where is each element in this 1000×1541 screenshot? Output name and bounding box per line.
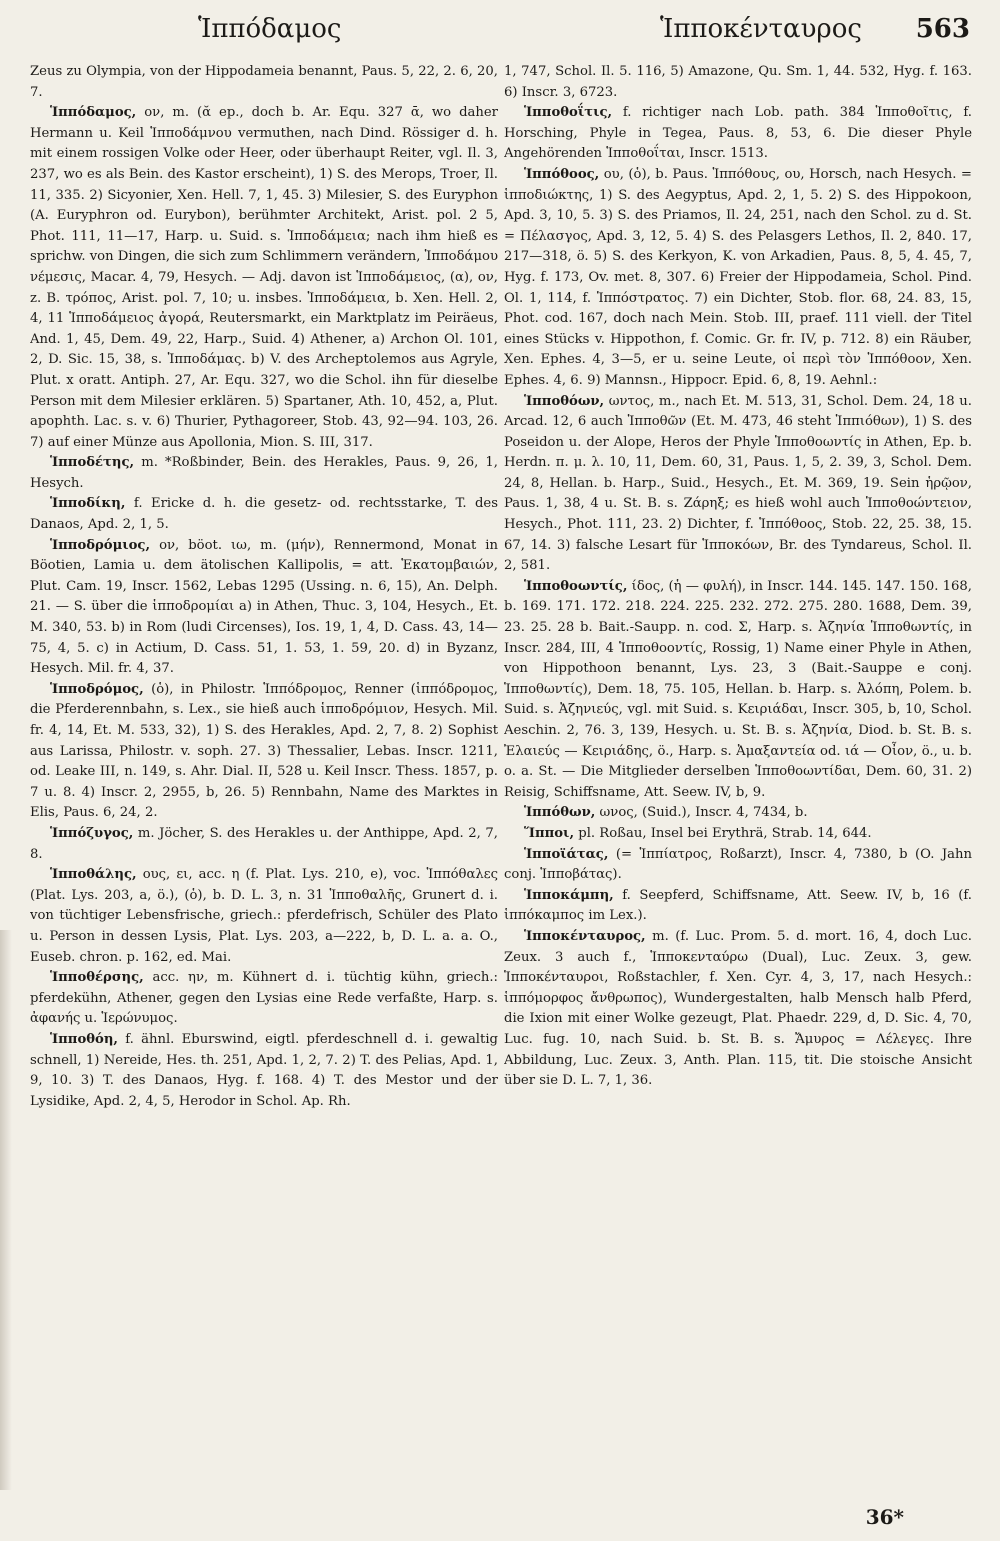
entry-headword: Ἱπποκένταυρος, [524, 928, 646, 944]
entry-text: ίδος, (ἡ — φυλή), in Inscr. 144. 145. 147. 150. 168, b. 169. 171. 172. 218. 224. 225. 232. 272. 275. 280. 1688, Dem. 39, 23. 25. 28 b. Bait.-Saupp. n. cod. Σ, Harp. s. Ἀζηνία Ἱπποθωντίς, in Inscr. 284, III, 4 Ἱπποθοοντίς, Rossig, 1) Name einer Phyle in Athen, von Hippothoon benannt, Lys. 23, 3 (Bait.-Sauppe e conj. Ἱπποθωντίς), Dem. 18, 75. 105, Hellan. b. Harp. s. Ἀλόπη, Polem. b. Suid. s. Ἀζηνιεύς, vgl. mit Suid. s. Κειριάδαι, Inscr. 305, b, 10, Schol. Aeschin. 2, 76. 3, 139, Hesych. u. St. B. s. Ἀζηνία, Diod. b. St. B. s. Ἐλαιεύς — Κειριάδης, ö., Harp. s. Ἀμαξαντεία od. ιά — Οἶον, ö., u. b. o. a. St. — Die Mitglieder derselben Ἱπποθοωντίδαι, Dem. 60, 31. 2) Reisig, Schiffsname, Att. Seew. IV, b, 9. [504, 578, 972, 800]
entry-text: acc. ην, m. Kühnert d. i. tüchtig kühn, griech.: pferdekühn, Athener, gegen den Lysias eine Rede verfaßte, Harp. s. ἀφανής u. Ἱερώνυμος. [30, 970, 498, 1027]
dictionary-entry [30, 62, 498, 103]
entry-headword: Ἱπποδρόμος, [50, 681, 144, 697]
dictionary-entry [30, 494, 498, 535]
entry-text: (= Ἱππίατρος, Roßarzt), Inscr. 4, 7380, b (O. Jahn conj. Ἱπποβάτας). [504, 846, 972, 883]
entry-headword: Ἱππόθοος, [524, 166, 600, 182]
entry-text: Zeus zu Olympia, von der Hippodameia benannt, Paus. 5, 22, 2. 6, 20, 7. [30, 64, 498, 100]
entry-headword: Ἱπποθάλης, [50, 867, 137, 883]
entry-text: f. Seepferd, Schiffsname, Att. Seew. IV, b, 16 (f. ἱππόκαμπος im Lex.). [504, 887, 972, 924]
entry-headword: Ἱπποδίκη, [50, 496, 126, 512]
left-column [30, 62, 498, 1492]
entry-headword: Ἱπποθόων, [524, 393, 605, 409]
entry-text: 1, 747, Schol. Il. 5. 116, 5) Amazone, Qu. Sm. 1, 44. 532, Hyg. f. 163. 6) Inscr. 3, 6723. [504, 64, 972, 100]
sheet-signature: 36* [865, 1505, 904, 1529]
dictionary-entry [504, 803, 972, 824]
dictionary-entry [30, 968, 498, 1030]
entry-headword: Ἱππόζυγος, [50, 825, 134, 841]
dictionary-entry [30, 824, 498, 865]
entry-text: ους, ει, acc. η (f. Plat. Lys. 210, e), voc. Ἱππόθαλες (Plat. Lys. 203, a, ö.), (ὁ), b. D. L. 3, n. 31 Ἱπποθαλῆς, Grunert d. i. von tüchtiger Lebensfrische, griech.: pferdefrisch, Schüler des Plato u. Person in dessen Lysis, Plat. Lys. 203, a—222, b, D. L. a. a. O., Euseb. chron. p. 162, ed. Mai. [30, 867, 498, 965]
text-columns [30, 62, 972, 1492]
entry-headword: Ἵπποι, [524, 825, 575, 841]
header-left-catchword: Ἱππόδαμος [198, 14, 342, 44]
page-number: 563 [915, 14, 970, 44]
binding-shadow [0, 930, 12, 1490]
entry-text: m. *Roßbinder, Bein. des Herakles, Paus. 9, 26, 1, Hesych. [30, 455, 498, 491]
entry-text: f. richtiger nach Lob. path. 384 Ἱπποθοῖτις, f. Horsching, Phyle in Tegea, Paus. 8, 53, 6. Die dieser Phyle Angehörenden Ἱπποθοΐται, Inscr. 1513. [504, 105, 972, 162]
entry-text: pl. Roßau, Insel bei Erythrä, Strab. 14, 644. [578, 825, 872, 841]
entry-headword: Ἱπποθοωντίς, [524, 578, 628, 594]
dictionary-entry [30, 680, 498, 824]
entry-text: ον, m. (ᾰ ep., doch b. Ar. Equ. 327 ᾱ, wo daher Hermann u. Keil Ἱπποδάμνου vermuthen, nach Dind. Rössiger d. h. mit einem rossigen Volke oder Heer, oder überhaupt Reiter, vgl. Il. 3, 237, wo es als Bein. des Kastor erscheint), 1) S. des Merops, Troer, Il. 11, 335. 2) Sicyonier, Xen. Hell. 7, 1, 45. 3) Milesier, S. des Euryphon (A. Euryphron od. Eurybon), berühmter Architekt, Arist. pol. 2 5, Phot. 111, 11—17, Harp. u. Suid. s. Ἱπποδάμεια; nach ihm hieß es sprichw. von Dingen, die sich zum Schlimmern verändern, Ἱπποδάμου νέμεσις, Macar. 4, 79, Hesych. — Adj. davon ist Ἱπποδάμειος, (α), ον, z. B. τρόπος, Arist. pol. 7, 10; u. insbes. Ἱπποδάμεια, b. Xen. Hell. 2, 4, 11 Ἱπποδάμειος ἀγορά, Reutersmarkt, ein Marktplatz im Peiräeus, And. 1, 45, Dem. 49, 22, Harp., Suid. 4) Athener, a) Archon Ol. 101, 2, D. Sic. 15, 38, s. Ἱπποδάμας. b) V. des Archeptolemos aus Agryle, Plut. x oratt. Antiph. 27, Ar. Equ. 327, wo die Schol. ihn für dieselbe Person mit dem Milesier erklären. 5) Spartaner, Ath. 10, 452, a, Plut. apophth. Lac. s. v. 6) Thurier, Pythagoreer, Stob. 43, 92—94. 103, 26. 7) auf einer Münze aus Apollonia, Mion. S. III, 317. [30, 105, 498, 450]
dictionary-entry [504, 103, 972, 165]
dictionary-entry [504, 577, 972, 804]
dictionary-entry [30, 536, 498, 680]
entry-headword: Ἱπποθοΐτις, [524, 105, 613, 121]
dictionary-entry [504, 927, 972, 1092]
entry-text: m. (f. Luc. Prom. 5. d. mort. 16, 4, doch Luc. Zeux. 3 auch f., Ἱπποκενταύρω (Dual), Luc. Zeux. 3, gew. Ἱπποκένταυροι, Roßstachler, f. Xen. Cyr. 4, 3, 17, nach Hesych.: ἱππόμορφος ἄνθρωπος), Wundergestalten, halb Mensch halb Pferd, die Ixion mit einer Wolke gezeugt, Plat. Phaedr. 229, d, D. Sic. 4, 70, Luc. fug. 10, nach Suid. b. St. B. s. Ἄμυρος = Λέλεγες. Ihre Abbildung, Luc. Zeux. 3, Anth. Plan. 115, tit. Die stoische Ansicht über sie D. L. 7, 1, 36. [504, 928, 972, 1089]
dictionary-entry [30, 453, 498, 494]
dictionary-entry [30, 865, 498, 968]
page-header [30, 14, 970, 54]
header-right-catchword: Ἱπποκένταυρος [660, 14, 862, 44]
dictionary-entry [504, 392, 972, 577]
dictionary-entry [504, 165, 972, 392]
dictionary-entry [504, 824, 972, 845]
entry-headword: Ἱπποθέρσης, [50, 970, 144, 986]
entry-headword: Ἱπποϊάτας, [524, 846, 609, 862]
entry-text: (ὁ), in Philostr. Ἱππόδρομος, Renner (ἱππόδρομος, die Pferderennbahn, s. Lex., sie hieß auch ἱπποδρόμιον, Hesych. Mil. fr. 4, 14, Et. M. 533, 32), 1) S. des Herakles, Apd. 2, 7, 8. 2) Sophist aus Larissa, Philostr. v. soph. 27. 3) Thessalier, Lebas. Inscr. 1211, od. Leake III, n. 149, s. Ahr. Dial. II, 528 u. Keil Inscr. Thess. 1857, p. 7 u. 8. 4) Inscr. 2, 2955, b, 26. 5) Rennbahn, Name des Marktes in Elis, Paus. 6, 24, 2. [30, 681, 498, 821]
entry-headword: Ἱπποκάμπη, [524, 887, 614, 903]
entry-headword: Ἱππόθων, [524, 805, 596, 821]
entry-text: m. Jöcher, S. des Herakles u. der Anthippe, Apd. 2, 7, 8. [30, 825, 498, 862]
dictionary-entry [504, 886, 972, 927]
dictionary-entry [30, 1030, 498, 1112]
entry-headword: Ἱπποθόη, [50, 1031, 119, 1047]
dictionary-entry [504, 62, 972, 103]
dictionary-entry [30, 103, 498, 453]
entry-text: f. ähnl. Eburswind, eigtl. pferdeschnell d. i. gewaltig schnell, 1) Nereide, Hes. th. 251, Apd. 1, 2, 7. 2) T. des Pelias, Apd. 1, 9, 10. 3) T. des Danaos, Hyg. f. 168. 4) T. des Mestor und der Lysidike, Apd. 2, 4, 5, Herodor in Schol. Ap. Rh. [30, 1031, 498, 1109]
entry-text: ον, böot. ιω, m. (μήν), Rennermond, Monat in Böotien, Lamia u. dem ätolischen Kallipolis, = att. Ἑκατομβαιών, Plut. Cam. 19, Inscr. 1562, Lebas 1295 (Ussing. n. 6, 15), An. Delph. 21. — S. über die ἱπποδρομίαι a) in Athen, Thuc. 3, 104, Hesych., Et. M. 340, 53. b) in Rom (ludi Circenses), Ios. 19, 1, 4, D. Cass. 43, 14—75, 4, 5. c) in Actium, D. Cass. 51, 1. 53, 1. 59, 20. d) in Byzanz, Hesych. Mil. fr. 4, 37. [30, 537, 498, 677]
entry-headword: Ἱπποδρόμιος, [50, 537, 151, 553]
entry-text: ωνος, (Suid.), Inscr. 4, 7434, b. [599, 805, 808, 821]
entry-headword: Ἱππόδαμος, [50, 105, 137, 121]
entry-text: f. Ericke d. h. die gesetz- od. rechtsstarke, T. des Danaos, Apd. 2, 1, 5. [30, 496, 498, 533]
entry-headword: Ἱπποδέτης, [50, 455, 135, 471]
right-column [504, 62, 972, 1492]
entry-text: ωντος, m., nach Et. M. 513, 31, Schol. Dem. 24, 18 u. Arcad. 12, 6 auch Ἱπποθῶν (Et. M. 473, 46 steht Ἱππιόθων), 1) S. des Poseidon u. der Alope, Heros der Phyle Ἱπποθοωντίς in Athen, Ep. b. Herdn. π. μ. λ. 10, 11, Dem. 60, 31, Paus. 1, 5, 2. 39, 3, Schol. Dem. 24, 8, Hellan. b. Harp., Suid., Hesych., Et. M. 369, 19. Sein ἡρῷον, Paus. 1, 38, 4 u. St. B. s. Ζάρηξ; es hieß wohl auch Ἱπποθοώντειον, Hesych., Phot. 111, 23. 2) Dichter, f. Ἱππόθοος, Stob. 22, 25. 38, 15. 67, 14. 3) falsche Lesart für Ἱπποκόων, Br. des Tyndareus, Schol. Il. 2, 581. [504, 393, 972, 574]
entry-text: ου, (ὁ), b. Paus. Ἱππόθους, ου, Horsch, nach Hesych. = ἱπποδιώκτης, 1) S. des Aegyptus, Apd. 2, 1, 5. 2) S. des Hippokoon, Apd. 3, 10, 5. 3) S. des Priamos, Il. 24, 251, nach den Schol. zu d. St. = Πέλασγος, Apd. 3, 12, 5. 4) S. des Pelasgers Lethos, Il. 2, 840. 17, 217—318, ö. 5) S. des Kerkyon, K. von Arkadien, Paus. 8, 5, 4. 45, 7, Hyg. f. 173, Ov. met. 8, 307. 6) Freier der Hippodameia, Schol. Pind. Ol. 1, 114, f. Ἱππόστρατος. 7) ein Dichter, Stob. flor. 68, 24. 83, 15, Phot. cod. 167, doch nach Mein. Stob. III, praef. 111 viell. der Titel eines Stücks v. Hippothon, f. Comic. Gr. fr. IV, p. 712. 8) ein Räuber, Xen. Ephes. 4, 3—5, er u. seine Leute, οἱ περὶ τὸν Ἱππόθοον, Xen. Ephes. 4, 6. 9) Mannsn., Hippocr. Epid. 6, 8, 19. Aehnl.: [504, 166, 972, 388]
dictionary-entry [504, 845, 972, 886]
